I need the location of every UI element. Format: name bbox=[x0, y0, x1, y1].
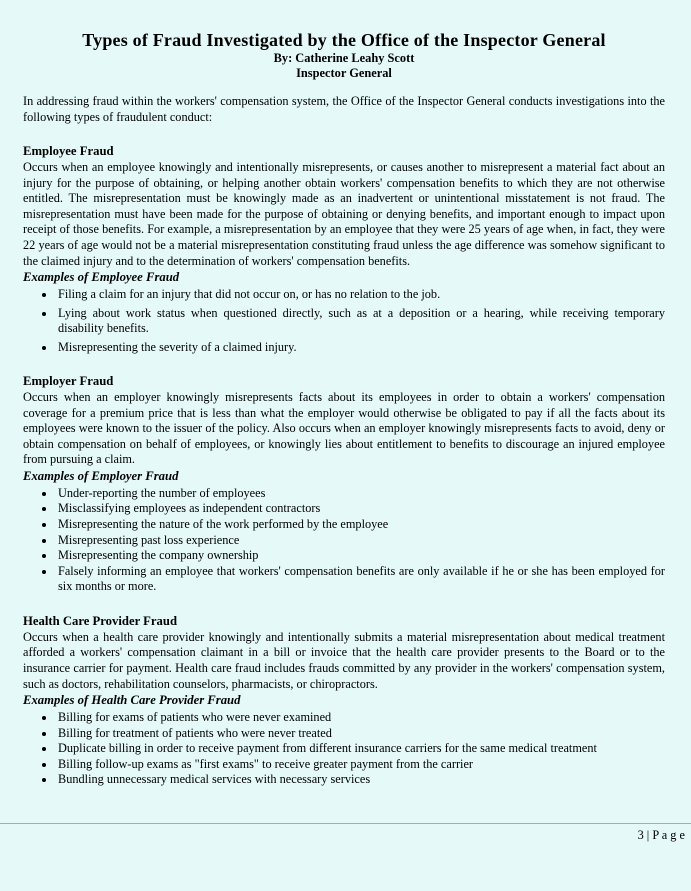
examples-list bbox=[23, 710, 665, 788]
examples-heading: Examples of Employer Fraud bbox=[23, 469, 179, 484]
intro-paragraph: In addressing fraud within the workers' compensation system, the Office of the Inspector General conducts investigations into the following types of fraudulent conduct: bbox=[23, 94, 665, 124]
section-employer-fraud bbox=[23, 374, 665, 595]
section-employee-fraud bbox=[23, 144, 665, 355]
list-item: • Billing for exams of patients who were never examined bbox=[56, 710, 665, 726]
page-footer bbox=[0, 823, 691, 843]
section-heading: Health Care Provider Fraud bbox=[23, 614, 177, 629]
byline-author: By: Catherine Leahy Scott bbox=[273, 51, 415, 65]
byline-role: Inspector General bbox=[296, 66, 392, 80]
list-item: • Lying about work status when questioned directly, such as at a deposition or a hearing, while receiving temporary disability benefits. bbox=[56, 306, 665, 337]
examples-list bbox=[23, 486, 665, 595]
list-item: • Misrepresenting the company ownership bbox=[56, 548, 665, 564]
section-heading: Employee Fraud bbox=[23, 144, 114, 159]
list-item: • Billing follow-up exams as "first exams" to receive greater payment from the carrier bbox=[56, 757, 665, 773]
list-item: • Bundling unnecessary medical services with necessary services bbox=[56, 772, 665, 788]
list-item: • Billing for treatment of patients who were never treated bbox=[56, 726, 665, 742]
page-number: 3 | P a g e bbox=[637, 828, 685, 842]
examples-heading: Examples of Employee Fraud bbox=[23, 270, 180, 285]
section-body: Occurs when an employee knowingly and intentionally misrepresents, or causes another to misrepresent a material fact about an injury for the purpose of obtaining, or helping another obtain workers' compensation benefits to which they are not otherwise entitled. The misrepresentation must be knowingly made as an inadvertent or unintentional misstatement is not fraud. The misrepresentation must have been made for the purpose of obtaining or denying benefits, and important enough to impact upon receipt of those benefits. For example, a misrepresentation by an employee that they were 25 years of age when, in fact, they were 22 years of age would not be a material misrepresentation constituting fraud unless the age difference was somehow significant to the claimed injury and to the determination of workers' compensation benefits. bbox=[23, 159, 665, 268]
section-body: Occurs when an employer knowingly misrepresents facts about its employees in order to obtain a workers' compensation coverage for a premium price that is less than what the employer would otherwise be obligated to pay if all the facts about its employees were known to the issuer of the policy. Also occurs when an employer knowingly misrepresents facts to avoid, deny or obtain compensation on behalf of employees, or knowingly lies about entitlement to benefits to discourage an injured employee from pursuing a claim. bbox=[23, 390, 665, 467]
list-item: • Misrepresenting past loss experience bbox=[56, 533, 665, 549]
list-item: • Falsely informing an employee that workers' compensation benefits are only available if he or she has been employed for six months or more. bbox=[56, 564, 665, 595]
list-item: • Filing a claim for an injury that did not occur on, or has no relation to the job. bbox=[56, 287, 665, 303]
list-item: • Misrepresenting the severity of a claimed injury. bbox=[56, 340, 665, 356]
examples-list bbox=[23, 287, 665, 355]
section-heading: Employer Fraud bbox=[23, 374, 114, 389]
list-item: • Misrepresenting the nature of the work performed by the employee bbox=[56, 517, 665, 533]
examples-heading: Examples of Health Care Provider Fraud bbox=[23, 693, 241, 708]
page-title: Types of Fraud Investigated by the Office of the Inspector General bbox=[82, 30, 606, 50]
list-item: • Under-reporting the number of employees bbox=[56, 486, 665, 502]
list-item: • Misclassifying employees as independent contractors bbox=[56, 501, 665, 517]
section-body: Occurs when a health care provider knowingly and intentionally submits a material misrepresentation about medical treatment afforded a workers' compensation claimant in a bill or invoice that the health care provider presents to the Board or to the insurance carrier for payment. Health care fraud includes frauds committed by any provider in the workers' compensation system, such as doctors, rehabilitation counselors, pharmacists, or chiropractors. bbox=[23, 629, 665, 691]
section-health-care-provider-fraud bbox=[23, 614, 665, 788]
list-item: • Duplicate billing in order to receive payment from different insurance carriers for the same medical treatment bbox=[56, 741, 665, 757]
